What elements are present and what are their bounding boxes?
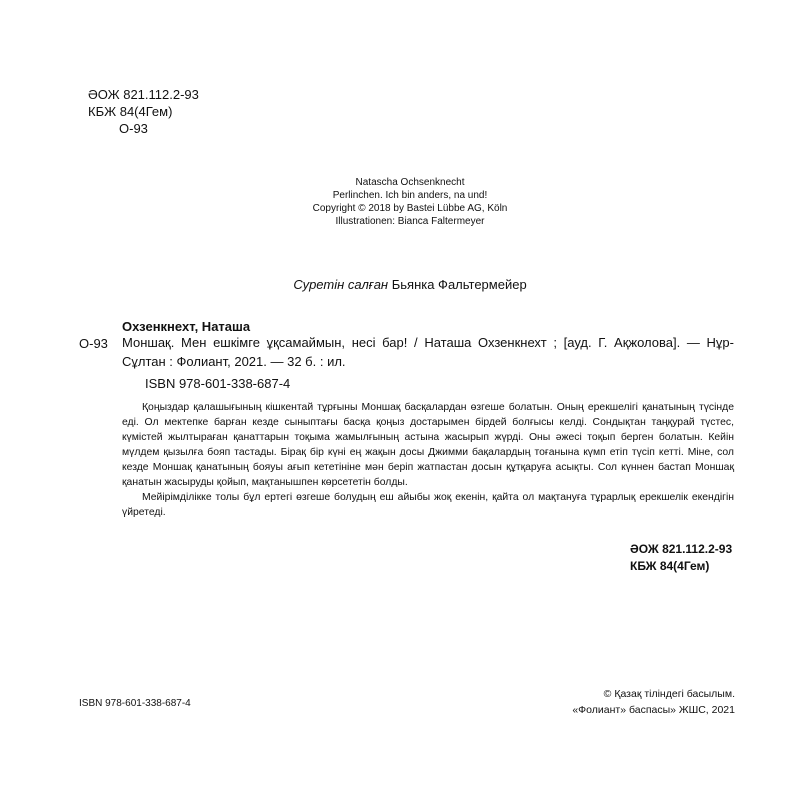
original-title: Perlinchen. Ich bin anders, na und! xyxy=(332,190,488,201)
catalog-author-heading: Охзенкнехт, Наташа xyxy=(122,319,251,334)
catalog-cipher: О-93 xyxy=(79,336,108,351)
edition-note: © Қазақ тіліндегі басылым. xyxy=(603,688,735,700)
bibliographic-description: Моншақ. Мен ешкімге ұқсамаймын, несі бар! / Наташа Охзенкнехт ; [ауд. Г. Ақжолова]. — Нұр-Сұлтан : Фолиант, 2021. — 32 б. : ил. xyxy=(122,335,734,369)
bottom-bbc-code: КБЖ 84(4Гем) xyxy=(630,559,710,573)
catalog-isbn: ISBN 978-601-338-687-4 xyxy=(145,376,291,391)
udc-code: ӘОЖ 821.112.2-93 xyxy=(88,87,199,102)
bottom-classification-codes xyxy=(630,541,732,575)
illustrator-name: Бьянка Фальтермейер xyxy=(391,277,527,292)
original-copyright: Copyright © 2018 by Bastei Lübbe AG, Köln xyxy=(312,203,508,214)
bbc-code: КБЖ 84(4Гем) xyxy=(88,104,173,119)
illustrator-line xyxy=(0,277,800,292)
author-cipher: О-93 xyxy=(119,121,148,136)
original-illustrations: Illustrationen: Bianca Faltermeyer xyxy=(335,216,485,227)
annotation-paragraph: Мейірімділікке толы бұл ертегі өзгеше болудың еш айыбы жоқ екенін, қайта ол мақтануға тұрарлық ерекшелік екендігін үйретеді. xyxy=(122,492,734,518)
illustrator-label: Суретін салған xyxy=(293,277,389,292)
original-author: Natascha Ochsenknecht xyxy=(355,177,465,188)
publisher-info xyxy=(560,686,735,718)
bottom-udc-code: ӘОЖ 821.112.2-93 xyxy=(630,542,733,556)
annotation-paragraph: Қоңыздар қалашығының кішкентай тұрғыны Моншақ басқалардан өзгеше болатын. Оның ерекшелігі қанатының түсінде еді. Ол мектепке барған кезде сыныптағы басқа қоңыз достарымен бірдей болғысы келді. Сондықтан таңқурай түстес, күмістей жылтыраған қанаттарын тоқыма жамылғының астына жасырып жүрді. Оны әжесі тоқып берген болатын. Кейін мүлдем қызылға бояп тастады. Бірақ бір күні ең жақын досы Джимми бақалардың тоғанына күмп етіп түсіп кетті. Міне, сол кезде Моншақ қанатының бояуы ағып кететініне мән беріп жатпастан досын құтқаруға асықты. Сол күннен бастап Моншақ қанатын жасыруды қойып, мақтанышпен көрсететін болды. xyxy=(122,402,734,488)
annotation xyxy=(122,400,734,520)
original-edition-block xyxy=(0,176,800,228)
footer-isbn: ISBN 978-601-338-687-4 xyxy=(79,698,191,709)
top-classification-codes xyxy=(88,86,199,137)
publisher-note: «Фолиант» баспасы» ЖШС, 2021 xyxy=(572,704,735,716)
